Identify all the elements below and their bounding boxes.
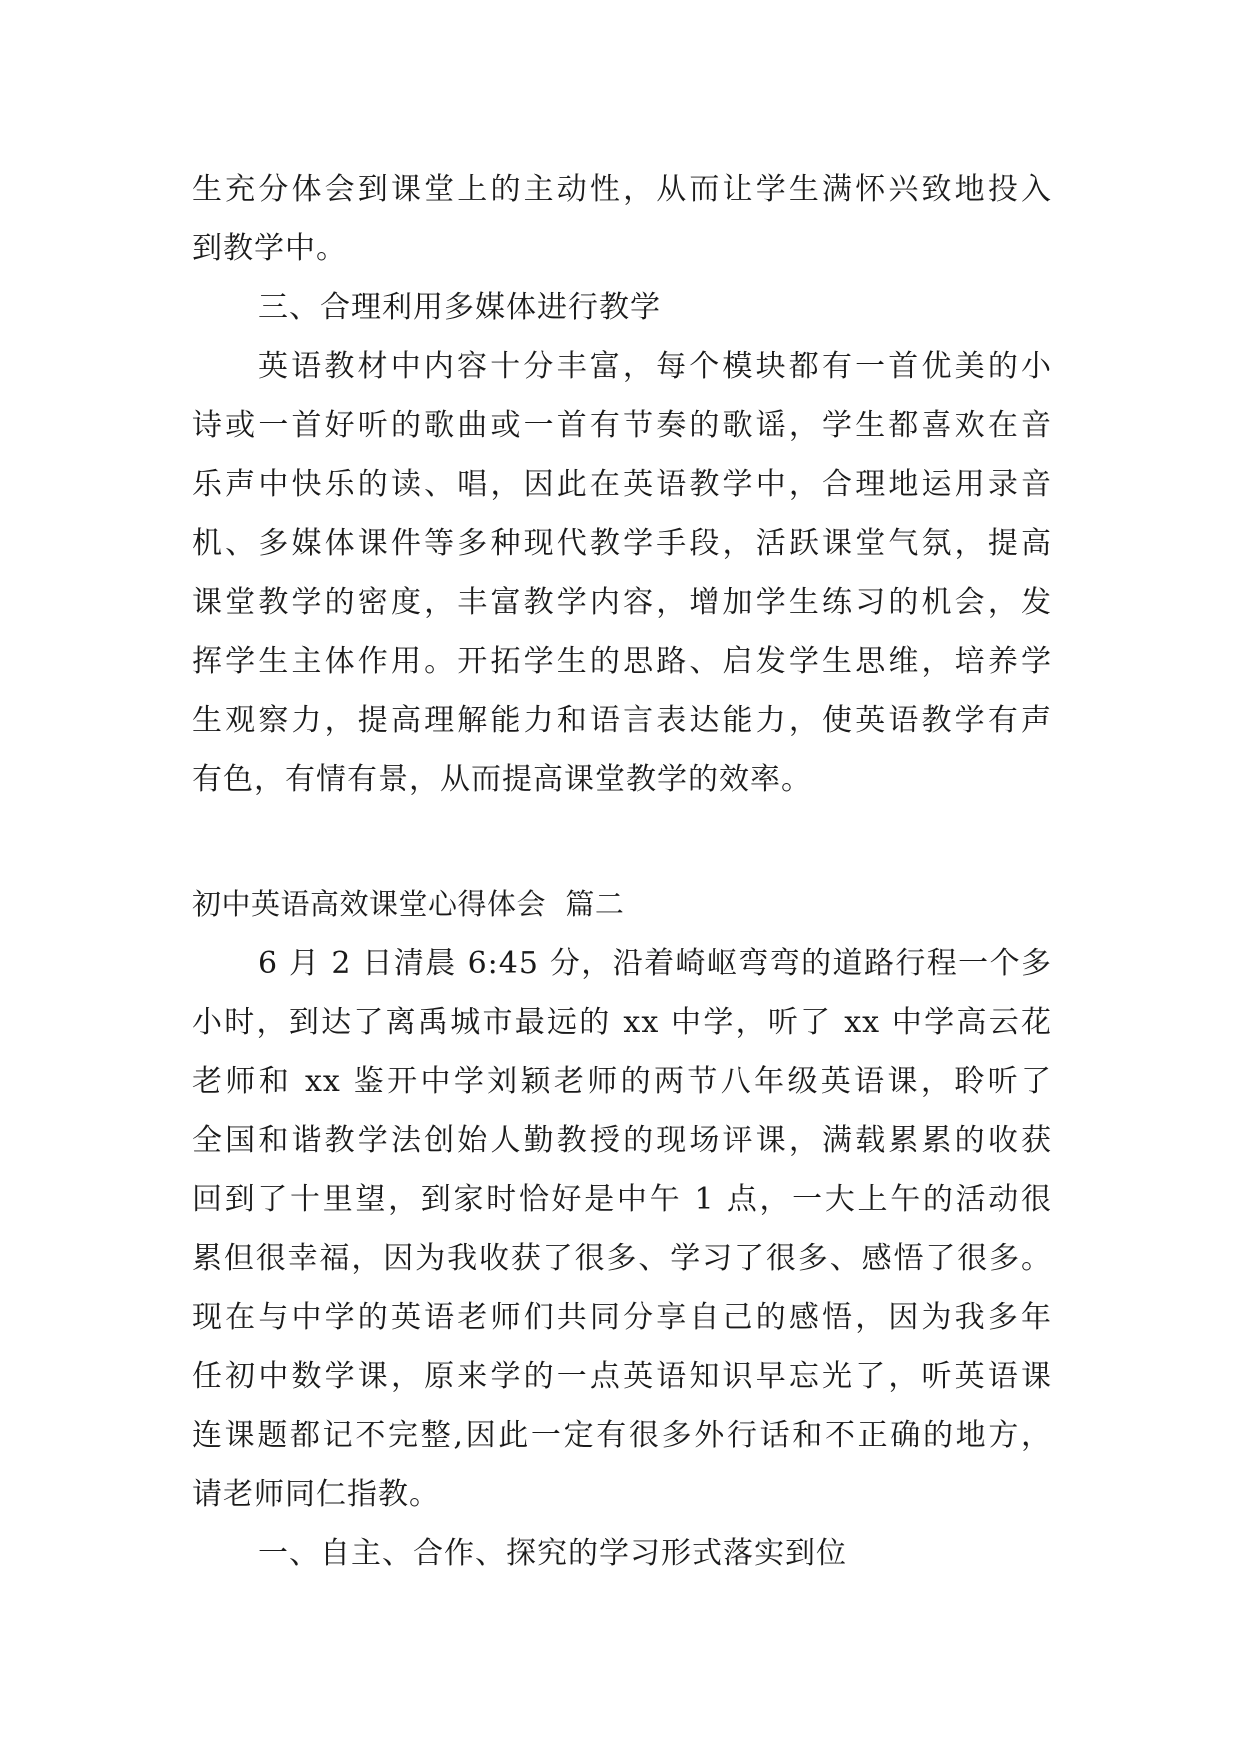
section-gap <box>192 809 1052 875</box>
section-title: 初中英语高效课堂心得体会 篇二 <box>192 887 625 921</box>
text-line: 挥学生主体作用。开拓学生的思路、启发学生思维，培养学 <box>192 644 1052 679</box>
subheading-autonomous-learning: 一、自主、合作、探究的学习形式落实到位 <box>258 1536 847 1571</box>
text-line: 英语教材中内容十分丰富，每个模块都有一首优美的小 <box>258 349 1052 384</box>
text-line: 小时，到达了离禹城市最远的 xx 中学，听了 xx 中学高云花 <box>192 1005 1052 1040</box>
text-line: 回到了十里望，到家时恰好是中午 1 点，一大上午的活动很 <box>192 1182 1052 1217</box>
text-line: 任初中数学课，原来学的一点英语知识早忘光了，听英语课 <box>192 1359 1052 1394</box>
document-body <box>192 160 1052 1583</box>
text-line: 生观察力，提高理解能力和语言表达能力，使英语教学有声 <box>192 703 1052 738</box>
text-line: 生充分体会到课堂上的主动性，从而让学生满怀兴致地投入 <box>192 172 1052 207</box>
subheading-multimedia: 三、合理利用多媒体进行教学 <box>258 290 661 325</box>
paragraph-multimedia <box>192 337 1052 809</box>
text-line: 现在与中学的英语老师们共同分享自己的感悟，因为我多年 <box>192 1300 1052 1335</box>
text-line: 课堂教学的密度，丰富教学内容，增加学生练习的机会，发 <box>192 585 1052 620</box>
text-line: 老师和 xx 鉴开中学刘颖老师的两节八年级英语课，聆听了 <box>192 1064 1052 1099</box>
text-line: 有色，有情有景，从而提高课堂教学的效率。 <box>192 762 812 797</box>
text-line: 诗或一首好听的歌曲或一首有节奏的歌谣，学生都喜欢在音 <box>192 408 1052 443</box>
paragraph-continuation <box>192 160 1052 278</box>
text-line: 到教学中。 <box>192 231 347 266</box>
text-line: 机、多媒体课件等多种现代教学手段，活跃课堂气氛，提高 <box>192 526 1052 561</box>
text-line: 连课题都记不完整,因此一定有很多外行话和不正确的地方， <box>192 1418 1052 1453</box>
text-line: 累但很幸福，因为我收获了很多、学习了很多、感悟了很多。 <box>192 1241 1052 1276</box>
text-line: 乐声中快乐的读、唱，因此在英语教学中，合理地运用录音 <box>192 467 1052 502</box>
text-line: 请老师同仁指教。 <box>192 1477 440 1512</box>
text-line: 6 月 2 日清晨 6:45 分，沿着崎岖弯弯的道路行程一个多 <box>258 946 1052 981</box>
text-line: 全国和谐教学法创始人勤教授的现场评课，满载累累的收获 <box>192 1123 1052 1158</box>
paragraph-visit <box>192 934 1052 1524</box>
